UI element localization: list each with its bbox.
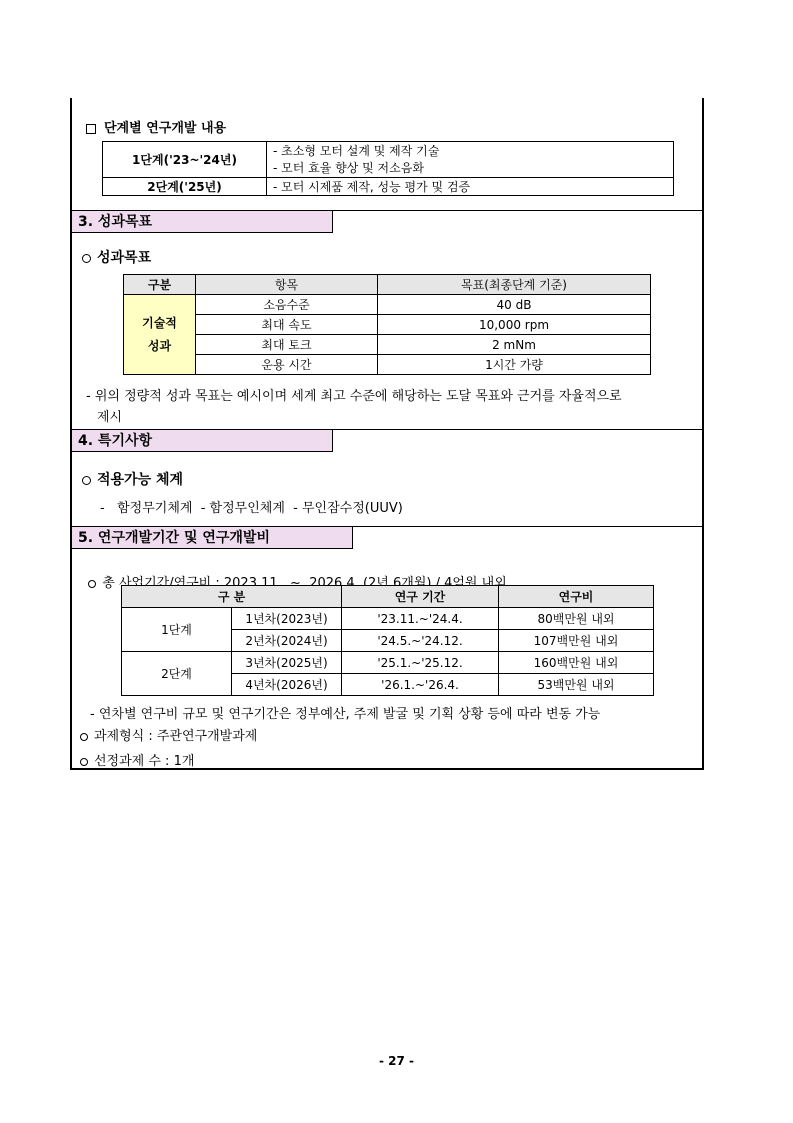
budget-period: '24.5.~'24.12. bbox=[342, 630, 499, 652]
perf-item: 최대 토크 bbox=[196, 335, 378, 355]
budget-year: 1년차(2023년) bbox=[232, 608, 342, 630]
total-period-cost: 총 사업기간/연구비 : 2023.11. ~ 2026.4. (2년 6개월) / 4억원 내외 bbox=[80, 557, 507, 591]
perf-group-label bbox=[124, 295, 196, 375]
budget-cost: 80백만원 내외 bbox=[499, 608, 654, 630]
stage-1-item-1: - 초소형 모터 설계 및 제작 기술 bbox=[267, 142, 674, 160]
budget-header-period: 연구 기간 bbox=[342, 586, 499, 608]
circle-bullet-icon bbox=[80, 758, 88, 766]
budget-header-category: 구 분 bbox=[122, 586, 342, 608]
circle-bullet-icon bbox=[82, 254, 91, 263]
checkbox-square-icon bbox=[86, 124, 96, 134]
perf-target: 40 dB bbox=[378, 295, 651, 315]
circle-bullet-icon bbox=[80, 733, 88, 741]
performance-note-line1: - 위의 정량적 성과 목표는 예시이며 세계 최고 수준에 해당하는 도달 목표와 근거를 자율적으로 bbox=[86, 389, 622, 404]
stage-2-item-1: - 모터 시제품 제작, 성능 평가 및 검증 bbox=[267, 177, 674, 195]
perf-target: 10,000 rpm bbox=[378, 315, 651, 335]
budget-period: '23.11.~'24.4. bbox=[342, 608, 499, 630]
performance-note-line2: 제시 bbox=[97, 410, 123, 425]
budget-cost: 160백만원 내외 bbox=[499, 652, 654, 674]
perf-group-line2: 성과 bbox=[147, 338, 172, 353]
section-5-title: 5. 연구개발기간 및 연구개발비 bbox=[72, 527, 353, 549]
perf-header-category: 구분 bbox=[124, 275, 196, 295]
budget-period: '26.1.~'26.4. bbox=[342, 674, 499, 696]
stage-2-label: 2단계('25년) bbox=[103, 177, 267, 195]
stage-heading: 단계별 연구개발 내용 bbox=[86, 117, 226, 136]
budget-year: 4년차(2026년) bbox=[232, 674, 342, 696]
perf-item: 최대 속도 bbox=[196, 315, 378, 335]
section-4-title: 4. 특기사항 bbox=[72, 430, 333, 452]
budget-period: '25.1.~'25.12. bbox=[342, 652, 499, 674]
selection-count: 선정과제 수 : 1개 bbox=[80, 750, 194, 769]
budget-stage-1: 1단계 bbox=[122, 608, 232, 652]
perf-target: 2 mNm bbox=[378, 335, 651, 355]
applicable-systems: - 함정무기체계 - 함정무인체계 - 무인잠수정(UUV) bbox=[100, 501, 403, 516]
budget-year: 3년차(2025년) bbox=[232, 652, 342, 674]
budget-cost: 53백만원 내외 bbox=[499, 674, 654, 696]
page-number: - 27 - bbox=[378, 1054, 414, 1068]
stage-1-item-2: - 모터 효율 향상 및 저소음화 bbox=[267, 159, 674, 177]
perf-header-item: 항목 bbox=[196, 275, 378, 295]
budget-cost: 107백만원 내외 bbox=[499, 630, 654, 652]
perf-item: 소음수준 bbox=[196, 295, 378, 315]
budget-stage-2: 2단계 bbox=[122, 652, 232, 696]
budget-table bbox=[121, 585, 654, 696]
budget-year: 2년차(2024년) bbox=[232, 630, 342, 652]
perf-group-line1: 기술적 bbox=[142, 315, 177, 330]
budget-header-cost: 연구비 bbox=[499, 586, 654, 608]
stage-1-label: 1단계('23~'24년) bbox=[103, 142, 267, 178]
task-type: 과제형식 : 주관연구개발과제 bbox=[80, 725, 257, 744]
section-3-title: 3. 성과목표 bbox=[72, 211, 333, 233]
stage-table bbox=[102, 141, 674, 196]
performance-table bbox=[123, 274, 651, 375]
perf-target: 1시간 가량 bbox=[378, 355, 651, 375]
section-3-subheading: 성과목표 bbox=[82, 247, 151, 267]
section-4-subheading: 적용가능 체계 bbox=[82, 469, 183, 489]
circle-bullet-icon bbox=[88, 580, 96, 588]
budget-note: - 연차별 연구비 규모 및 연구기간은 정부예산, 주제 발굴 및 기획 상황 등에 따라 변동 가능 bbox=[90, 707, 601, 722]
perf-header-target: 목표(최종단계 기준) bbox=[378, 275, 651, 295]
circle-bullet-icon bbox=[82, 476, 91, 485]
perf-item: 운용 시간 bbox=[196, 355, 378, 375]
